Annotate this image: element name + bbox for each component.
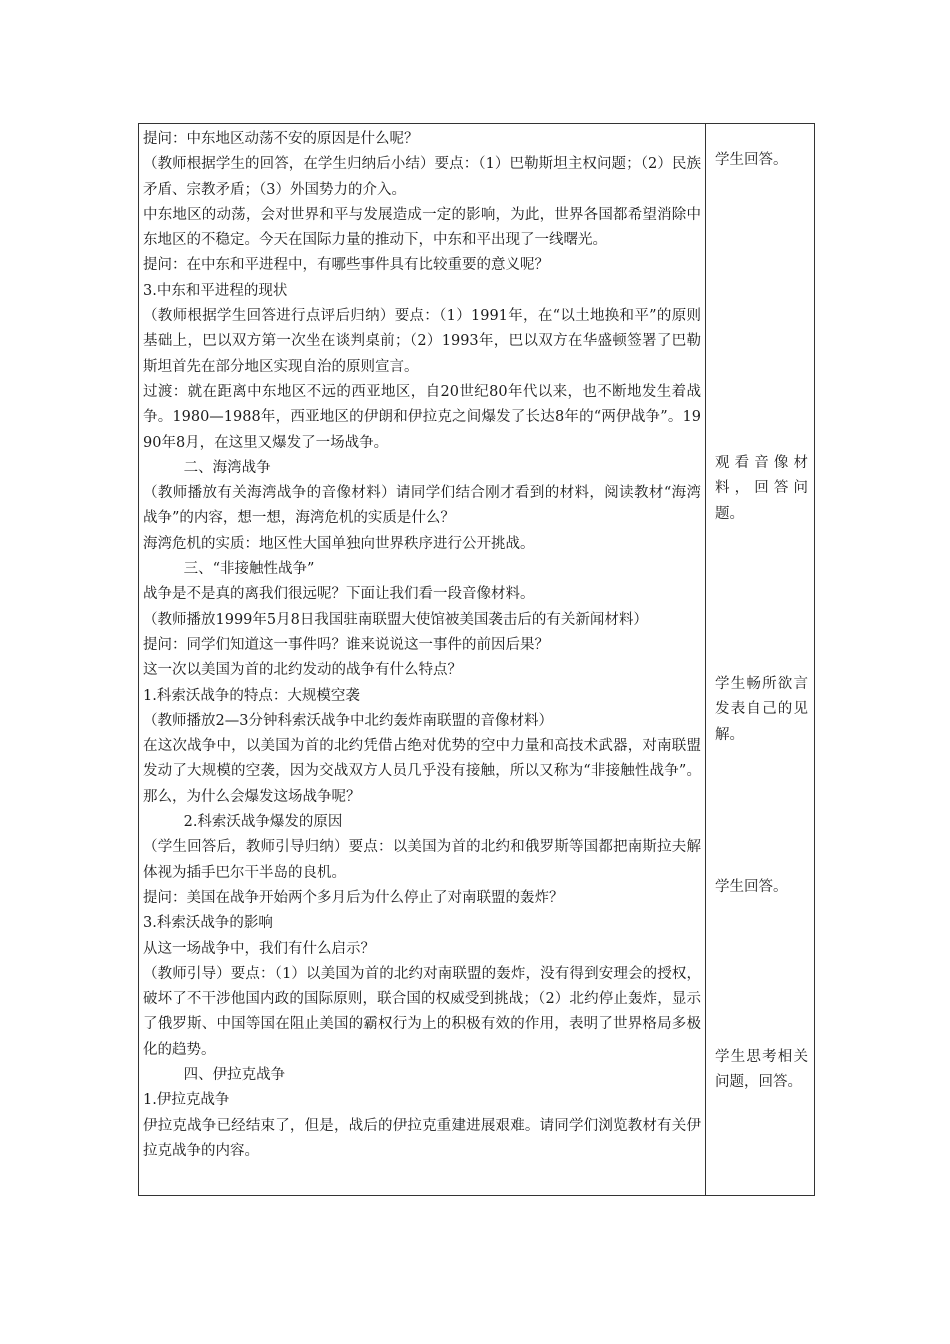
teaching-paragraph: 四、伊拉克战争 [183,1066,286,1083]
teaching-paragraph: （教师播放1999年5月8日我国驻南联盟大使馆被美国袭击后的有关新闻材料） [143,611,648,628]
teaching-paragraph: 中东地区的动荡，会对世界和平与发展造成一定的影响，为此，世界各国都希望消除中东地区的不稳定。今天在国际力量的推动下，中东和平出现了一线曙光。 [143,206,701,249]
student-activity-column [706,124,814,1195]
teaching-paragraph: 提问：美国在战争开始两个多月后为什么停止了对南联盟的轰炸？ [143,889,564,906]
student-activity-note: 学生回答。 [715,152,788,168]
teaching-paragraph: 3.科索沃战争的影响 [143,915,273,932]
teaching-paragraph: （教师引导）要点：（1）以美国为首的北约对南联盟的轰炸，没有得到安理会的授权，破坏了不干涉他国内政的国际原则，联合国的权威受到挑战；（2）北约停止轰炸，显示了俄罗斯、中国等国在阻止美国的霸权行为上的积极有效的作用，表明了世界格局多极化的趋势。 [143,965,701,1058]
teaching-paragraph: 提问：中东地区动荡不安的原因是什么呢？ [143,131,419,147]
teaching-paragraph: 3.中东和平进程的现状 [143,282,288,299]
teaching-paragraph: 提问：同学们知道这一事件吗？谁来说说这一事件的前因后果？ [143,636,549,653]
teaching-paragraph: 过渡：就在距离中东地区不远的西亚地区，自20世纪80年代以来，也不断地发生着战争。1980—1988年，西亚地区的伊朗和伊拉克之间爆发了长达8年的“两伊战争”。1990年8月，在这里又爆发了一场战争。 [143,383,701,451]
teaching-paragraph: 提问：在中东和平进程中，有哪些事件具有比较重要的意义呢？ [143,257,549,274]
teaching-paragraph: 1.科索沃战争的特点：大规模空袭 [143,687,360,704]
lesson-plan-table [138,123,815,1196]
teaching-paragraph: 1.伊拉克战争 [143,1092,230,1109]
teaching-paragraph: 从这一场战争中，我们有什么启示？ [143,940,375,957]
teaching-paragraph: 战争是不是真的离我们很远呢？下面让我们看一段音像材料。 [143,586,535,603]
teaching-paragraph: 海湾危机的实质：地区性大国单独向世界秩序进行公开挑战。 [143,535,535,552]
student-activity-note: 学生思考相关问题，回答。 [715,1049,808,1091]
teaching-paragraph: （教师播放2—3分钟科索沃战争中北约轰炸南联盟的音像材料） [143,712,553,729]
teaching-paragraph: 伊拉克战争已经结束了，但是，战后的伊拉克重建进展艰难。请同学们浏览教材有关伊拉克战争的内容。 [143,1117,701,1159]
teaching-paragraph: （教师播放有关海湾战争的音像材料）请同学们结合刚才看到的材料，阅读教材“海湾战争”的内容，想一想，海湾危机的实质是什么？ [143,485,701,527]
teaching-paragraph: 2.科索沃战争爆发的原因 [183,814,343,831]
student-activity-note: 学生畅所欲言发表自己的见解。 [715,676,808,743]
teaching-paragraph: （教师根据学生的回答，在学生归纳后小结）要点：（1）巴勒斯坦主权问题；（2）民族矛盾、宗教矛盾；（3）外国势力的介入。 [143,156,701,198]
student-activity-note: 观看音像材料，回答问题。 [715,455,808,522]
teaching-paragraph: 这一次以美国为首的北约发动的战争有什么特点？ [143,662,462,679]
teaching-paragraph: 三、“非接触性战争” [183,561,315,578]
student-activity-note: 学生回答。 [715,879,788,895]
teaching-paragraph: （学生回答后，教师引导归纳）要点：以美国为首的北约和俄罗斯等国都把南斯拉夫解体视为插手巴尔干半岛的良机。 [143,839,701,881]
teaching-process-column [139,124,706,1195]
teaching-paragraph: （教师根据学生回答进行点评后归纳）要点：（1）1991年，在“以土地换和平”的原则基础上，巴以双方第一次坐在谈判桌前；（2）1993年，巴以双方在华盛顿签署了巴勒斯坦首先在部分地区实现自治的原则宣言。 [143,308,701,375]
teaching-paragraph: 二、海湾战争 [183,459,271,476]
teaching-paragraph: 在这次战争中，以美国为首的北约凭借占绝对优势的空中力量和高技术武器，对南联盟发动了大规模的空袭，因为交战双方人员几乎没有接触，所以又称为“非接触性战争”。那么，为什么会爆发这场战争呢？ [143,738,701,805]
